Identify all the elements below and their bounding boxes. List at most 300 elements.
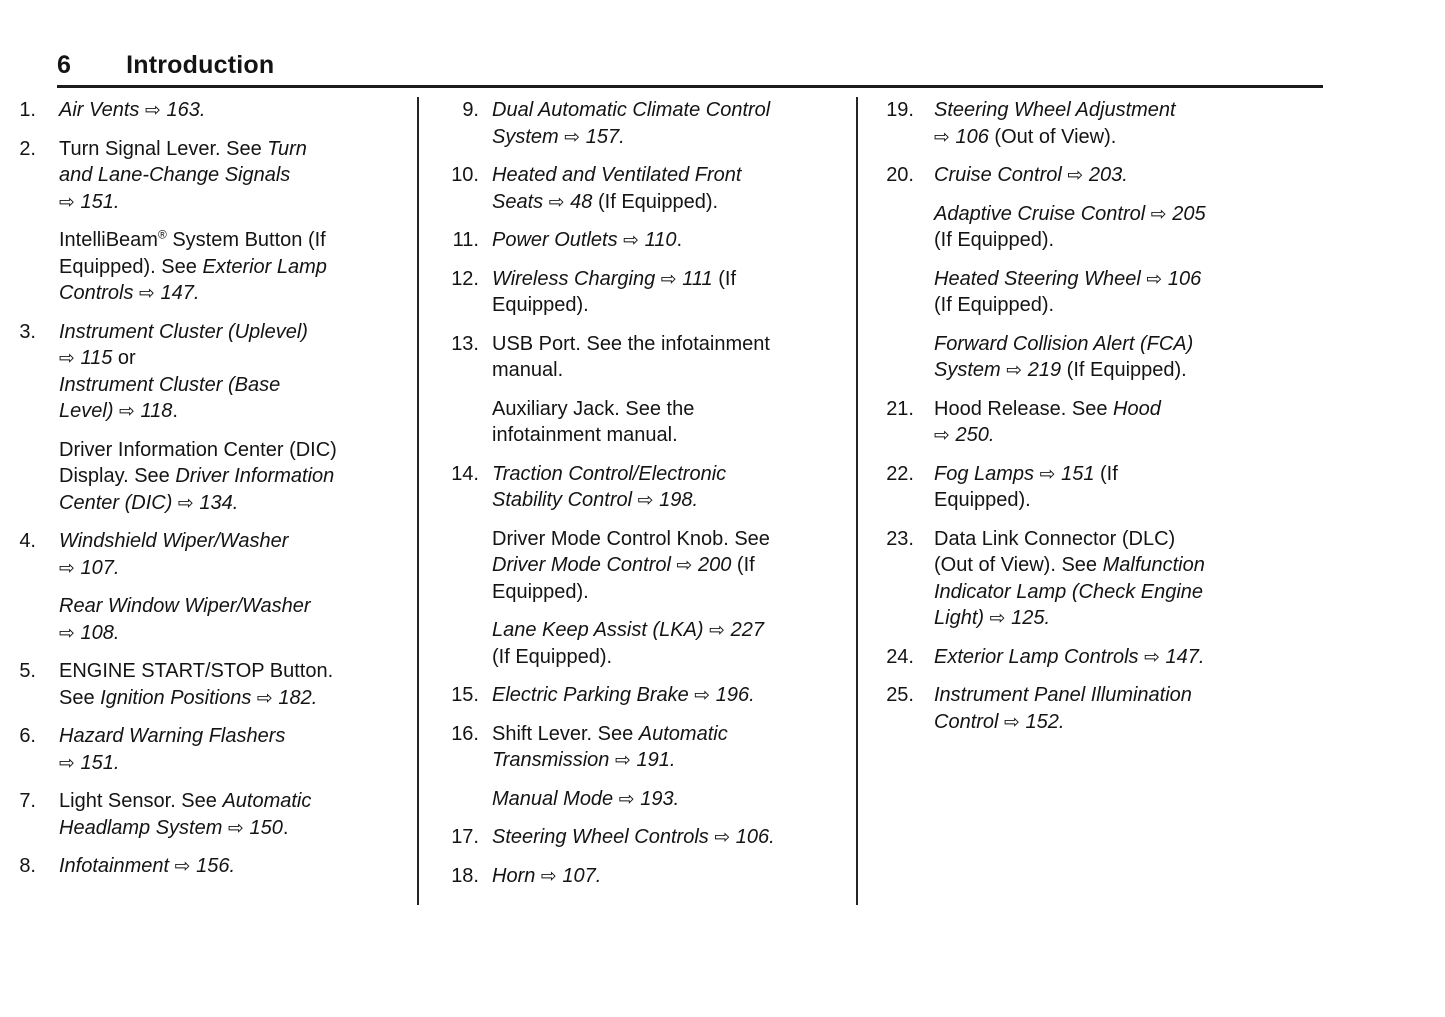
page-reference-arrow-icon: ⇨	[1146, 267, 1163, 290]
text-run: 111	[676, 267, 713, 290]
text-run: System Button (If	[166, 229, 326, 251]
page-reference-arrow-icon: ⇨	[714, 826, 731, 848]
list-item	[14, 788, 417, 841]
list-item	[14, 658, 417, 711]
text-line	[59, 227, 417, 254]
text-run: Dual Automatic Climate Control	[492, 99, 771, 121]
text-line	[492, 124, 856, 151]
text-run: 107.	[556, 864, 602, 887]
list-item-number: 5.	[19, 660, 36, 682]
text-run: 106	[949, 125, 989, 148]
text-line	[59, 398, 417, 425]
list-item-body	[59, 136, 417, 307]
list-item-number: 15.	[451, 684, 479, 706]
text-line	[934, 461, 1415, 488]
paragraph	[492, 97, 856, 150]
paragraph	[59, 136, 417, 216]
text-line	[934, 422, 1415, 449]
list-item-number: 16.	[451, 722, 479, 745]
paragraph	[934, 331, 1415, 384]
page-reference-arrow-icon: ⇨	[1039, 462, 1056, 485]
text-run: Rear Window Wiper/Washer	[59, 595, 311, 617]
text-run: Air Vents	[59, 99, 145, 121]
text-run: 107.	[74, 556, 120, 579]
list-item-number: 2.	[19, 137, 36, 160]
text-run: Transmission	[492, 749, 615, 771]
paragraph	[934, 266, 1415, 319]
paragraph	[934, 162, 1415, 189]
text-line	[59, 788, 417, 815]
paragraph	[492, 721, 856, 774]
page-reference-arrow-icon: ⇨	[615, 749, 631, 771]
paragraph	[934, 201, 1415, 254]
page-reference-arrow-icon: ⇨	[660, 267, 677, 290]
text-line	[934, 357, 1415, 384]
list-item-number: 3.	[19, 320, 36, 343]
text-line	[59, 162, 417, 189]
text-line	[59, 685, 417, 712]
page-reference-arrow-icon: ⇨	[637, 489, 654, 511]
text-run: Infotainment	[59, 855, 175, 877]
text-run: 182.	[272, 686, 318, 709]
paragraph	[492, 824, 856, 851]
text-run: Instrument Cluster (Uplevel)	[59, 320, 308, 343]
text-line	[492, 266, 856, 293]
list-item-body	[59, 97, 417, 124]
list-item-number: 19.	[886, 99, 914, 121]
text-run: Driver Information	[175, 465, 335, 487]
list-item-body	[492, 266, 856, 319]
page-reference-arrow-icon: ⇨	[676, 554, 693, 576]
text-line	[59, 437, 417, 464]
list-item	[444, 461, 856, 671]
text-run: (If	[731, 554, 755, 576]
header-rule	[57, 85, 1323, 88]
page-reference-arrow-icon: ⇨	[139, 282, 155, 304]
list-item-number: 1.	[19, 99, 36, 121]
text-run: Heated and Ventilated Front	[492, 164, 742, 186]
text-run: Control	[934, 710, 1005, 733]
text-line	[934, 396, 1415, 423]
text-run: Windshield Wiper/Washer	[59, 530, 289, 552]
list-item-body	[492, 227, 856, 254]
list-item-number: 8.	[19, 855, 36, 877]
paragraph	[59, 528, 417, 581]
text-run: Indicator Lamp (Check Engine	[934, 580, 1204, 603]
text-line	[492, 461, 856, 488]
list-item	[14, 319, 417, 517]
page-reference-arrow-icon: ⇨	[548, 190, 565, 213]
text-line	[934, 709, 1415, 736]
text-run: .	[172, 400, 178, 422]
paragraph	[59, 853, 417, 880]
text-run: 151	[1055, 462, 1095, 485]
list-item-body	[934, 97, 1415, 150]
list-item	[14, 853, 417, 880]
text-line	[492, 526, 856, 553]
paragraph	[492, 863, 856, 890]
text-line	[492, 863, 856, 890]
text-run: 106	[1162, 267, 1202, 290]
list-item	[444, 824, 856, 851]
text-run: Exterior Lamp Controls	[934, 645, 1145, 668]
list-item	[444, 721, 856, 813]
page-reference-arrow-icon: ⇨	[59, 347, 75, 369]
list-item	[444, 97, 856, 150]
text-line	[934, 487, 1415, 514]
text-line	[492, 682, 856, 709]
text-run: Equipped).	[492, 580, 589, 603]
text-run: .	[676, 229, 683, 251]
paragraph	[59, 658, 417, 711]
text-line	[59, 280, 417, 307]
paragraph	[934, 396, 1415, 449]
list-item-body	[59, 723, 417, 776]
list-item-number: 11.	[452, 229, 479, 251]
list-item-body	[492, 863, 856, 890]
page-reference-arrow-icon: ⇨	[1150, 202, 1167, 225]
text-run: Turn Signal Lever. See	[59, 137, 268, 160]
text-run: Level)	[59, 400, 120, 422]
text-run: 191.	[630, 749, 676, 771]
text-run: 150	[243, 816, 283, 839]
list-item	[877, 526, 1415, 632]
paragraph	[934, 97, 1415, 150]
text-line	[492, 292, 856, 319]
text-run: 157.	[580, 125, 625, 148]
text-line	[492, 747, 856, 774]
text-run: 205	[1166, 202, 1206, 225]
text-run: USB Port. See the infotainment	[492, 332, 770, 355]
page-reference-arrow-icon: ⇨	[1067, 164, 1084, 186]
text-run: 198.	[653, 489, 699, 511]
text-line	[934, 292, 1415, 319]
page-reference-arrow-icon: ⇨	[1006, 359, 1023, 381]
text-line	[59, 593, 417, 620]
list-item-body	[492, 331, 856, 449]
page-reference-arrow-icon: ⇨	[59, 190, 75, 213]
list-item-number: 6.	[19, 725, 36, 747]
text-run: and Lane-Change Signals	[59, 164, 291, 186]
text-run: Electric Parking Brake	[492, 684, 695, 706]
list-item-body	[934, 162, 1415, 384]
paragraph	[492, 331, 856, 384]
text-line	[59, 815, 417, 842]
page-reference-arrow-icon: ⇨	[694, 684, 711, 706]
text-line	[492, 786, 856, 813]
text-run: manual.	[492, 359, 564, 381]
list-item-number: 13.	[451, 332, 479, 355]
list-item-body	[59, 658, 417, 711]
text-line	[492, 824, 856, 851]
page-reference-arrow-icon: ⇨	[989, 607, 1006, 629]
page-reference-arrow-icon: ⇨	[623, 229, 640, 251]
list-item	[877, 682, 1415, 735]
text-line	[59, 97, 417, 124]
paragraph	[934, 682, 1415, 735]
list-item-body	[59, 853, 417, 880]
text-line	[59, 490, 417, 517]
registered-trademark-icon: ®	[157, 227, 167, 242]
list-item-body	[492, 682, 856, 709]
list-item	[444, 162, 856, 215]
paragraph	[59, 723, 417, 776]
text-line	[59, 254, 417, 281]
text-run: Traction Control/Electronic	[492, 462, 727, 485]
text-run: Malfunction	[1102, 554, 1205, 576]
paragraph	[492, 227, 856, 254]
text-run: Driver Mode Control	[492, 554, 677, 576]
text-line	[492, 97, 856, 124]
page-reference-arrow-icon: ⇨	[934, 125, 950, 148]
text-run: (If Equipped).	[1061, 359, 1187, 381]
paragraph	[492, 617, 856, 670]
text-line	[492, 721, 856, 748]
column-1	[0, 97, 417, 880]
text-line	[934, 552, 1415, 579]
list-item	[444, 266, 856, 319]
text-line	[59, 189, 417, 216]
text-line	[934, 124, 1415, 151]
list-item-body	[492, 97, 856, 150]
column-3	[858, 97, 1445, 735]
list-item	[14, 97, 417, 124]
text-run: .	[282, 816, 289, 839]
paragraph	[492, 461, 856, 514]
list-item-body	[934, 644, 1415, 671]
page-reference-arrow-icon: ⇨	[177, 491, 194, 514]
text-run: Hood	[1113, 397, 1161, 420]
text-run: Center (DIC)	[59, 491, 178, 514]
text-run: 219	[1022, 359, 1062, 381]
list-item-number: 7.	[19, 790, 36, 812]
text-run: 156.	[190, 855, 236, 877]
page-reference-arrow-icon: ⇨	[59, 621, 75, 644]
text-run: Equipped). See	[59, 255, 203, 278]
text-run: Light)	[934, 607, 990, 629]
text-run: (If Equipped).	[492, 645, 613, 668]
text-line	[934, 331, 1415, 358]
text-run: Lane Keep Assist (LKA)	[492, 619, 710, 641]
paragraph	[492, 682, 856, 709]
text-line	[492, 579, 856, 606]
text-line	[492, 552, 856, 579]
text-run: infotainment manual.	[492, 424, 678, 446]
text-run: (If	[1094, 462, 1118, 485]
list-item-body	[492, 824, 856, 851]
text-run: 106.	[730, 826, 775, 848]
paragraph	[492, 396, 856, 449]
page-reference-arrow-icon: ⇨	[119, 400, 135, 422]
list-item-body	[59, 788, 417, 841]
list-item	[877, 396, 1415, 449]
paragraph	[59, 227, 417, 307]
text-run: 147.	[154, 282, 200, 304]
text-run: Cruise Control	[934, 164, 1068, 186]
list-item	[444, 331, 856, 449]
text-run: Data Link Connector (DLC)	[934, 527, 1176, 550]
text-run: (If	[712, 267, 737, 290]
list-item-number: 4.	[19, 530, 36, 552]
list-item-number: 21.	[886, 397, 914, 420]
text-run: 163.	[160, 99, 206, 121]
page-reference-arrow-icon: ⇨	[540, 864, 557, 887]
page-reference-arrow-icon: ⇨	[144, 99, 161, 121]
text-run: or	[112, 347, 136, 369]
text-line	[934, 97, 1415, 124]
text-line	[59, 345, 417, 372]
list-item	[444, 863, 856, 890]
list-item	[877, 644, 1415, 671]
text-run: Stability Control	[492, 489, 638, 511]
text-run: Hazard Warning Flashers	[59, 725, 286, 747]
text-line	[492, 357, 856, 384]
list-item-body	[492, 461, 856, 671]
text-line	[934, 227, 1415, 254]
page-header	[57, 52, 1445, 78]
text-run: System	[934, 359, 1007, 381]
text-run: 151.	[74, 751, 120, 774]
text-run: Horn	[492, 864, 541, 887]
paragraph	[934, 461, 1415, 514]
paragraph	[59, 319, 417, 425]
text-run: ENGINE START/STOP Button.	[59, 660, 334, 682]
list-item-number: 18.	[451, 864, 479, 887]
text-run: 196.	[710, 684, 755, 706]
text-run: Wireless Charging	[492, 267, 661, 290]
text-run: System	[492, 125, 565, 148]
page-reference-arrow-icon: ⇨	[59, 556, 75, 579]
page-reference-arrow-icon: ⇨	[618, 787, 635, 810]
text-run: 203.	[1083, 164, 1128, 186]
text-run: 110	[639, 229, 677, 251]
columns-container	[0, 97, 1445, 905]
page-number: 6	[57, 51, 72, 79]
text-run: See	[59, 686, 101, 709]
list-item-number: 14.	[451, 462, 479, 485]
text-run: Shift Lever. See	[492, 722, 639, 745]
text-line	[492, 487, 856, 514]
text-line	[59, 463, 417, 490]
list-item-number: 10.	[451, 164, 479, 186]
page-title: Introduction	[126, 51, 275, 79]
text-line	[934, 644, 1415, 671]
text-line	[934, 201, 1415, 228]
text-line	[59, 750, 417, 777]
text-run: 147.	[1160, 645, 1205, 668]
text-run: Steering Wheel Controls	[492, 826, 715, 848]
list-item	[14, 723, 417, 776]
text-run: Instrument Cluster (Base	[59, 373, 281, 396]
text-line	[934, 526, 1415, 553]
list-item-body	[934, 461, 1415, 514]
list-item-body	[59, 528, 417, 646]
text-run: Equipped).	[492, 294, 589, 316]
text-line	[492, 422, 856, 449]
manual-page	[0, 52, 1445, 905]
text-line	[59, 620, 417, 647]
text-line	[492, 227, 856, 254]
list-item-body	[492, 721, 856, 813]
list-item-number: 24.	[886, 645, 914, 668]
list-item-number: 25.	[886, 684, 914, 706]
text-line	[59, 528, 417, 555]
text-run: 250.	[949, 424, 995, 446]
text-line	[59, 723, 417, 750]
page-reference-arrow-icon: ⇨	[1004, 710, 1020, 733]
paragraph	[59, 593, 417, 646]
paragraph	[59, 437, 417, 517]
text-line	[59, 555, 417, 582]
text-run: Exterior Lamp	[202, 255, 327, 278]
list-item-body	[934, 396, 1415, 449]
list-item-body	[934, 682, 1415, 735]
list-item-number: 9.	[462, 99, 479, 121]
text-line	[59, 372, 417, 399]
text-run: 193.	[634, 787, 680, 810]
text-line	[492, 162, 856, 189]
text-line	[59, 319, 417, 346]
text-run: 152.	[1019, 710, 1065, 733]
text-line	[492, 189, 856, 216]
text-line	[934, 162, 1415, 189]
text-run: Automatic	[222, 790, 312, 812]
text-run: Manual Mode	[492, 787, 619, 810]
text-run: Automatic	[638, 722, 728, 745]
list-item-body	[492, 162, 856, 215]
text-line	[492, 617, 856, 644]
list-item	[444, 227, 856, 254]
list-item	[877, 461, 1415, 514]
text-run: Turn	[267, 137, 307, 160]
text-run: 200	[692, 554, 732, 576]
page-reference-arrow-icon: ⇨	[256, 686, 273, 709]
text-run: (If Equipped).	[934, 294, 1055, 316]
list-item	[14, 528, 417, 646]
list-item	[877, 162, 1415, 384]
text-line	[934, 682, 1415, 709]
text-run: Equipped).	[934, 489, 1031, 511]
paragraph	[492, 526, 856, 606]
text-line	[492, 396, 856, 423]
text-run: IntelliBeam	[59, 229, 158, 251]
text-run: (Out of View). See	[934, 554, 1103, 576]
page-reference-arrow-icon: ⇨	[934, 424, 950, 446]
page-reference-arrow-icon: ⇨	[1144, 645, 1160, 668]
text-run: 151.	[74, 190, 120, 213]
list-item-body	[934, 526, 1415, 632]
text-line	[59, 136, 417, 163]
text-run: (If Equipped).	[592, 190, 719, 213]
paragraph	[492, 786, 856, 813]
text-run: Headlamp System	[59, 816, 228, 839]
list-item-body	[59, 319, 417, 517]
list-item-number: 12.	[451, 267, 479, 290]
column-2	[419, 97, 856, 889]
page-reference-arrow-icon: ⇨	[227, 816, 244, 839]
text-run: 227	[725, 619, 765, 641]
list-item-number: 17.	[451, 826, 479, 848]
text-line	[492, 644, 856, 671]
list-item-number: 23.	[886, 527, 914, 550]
paragraph	[59, 788, 417, 841]
text-line	[492, 331, 856, 358]
text-line	[934, 579, 1415, 606]
paragraph	[59, 97, 417, 124]
paragraph	[492, 162, 856, 215]
paragraph	[934, 526, 1415, 632]
text-run: Steering Wheel Adjustment	[934, 99, 1176, 121]
